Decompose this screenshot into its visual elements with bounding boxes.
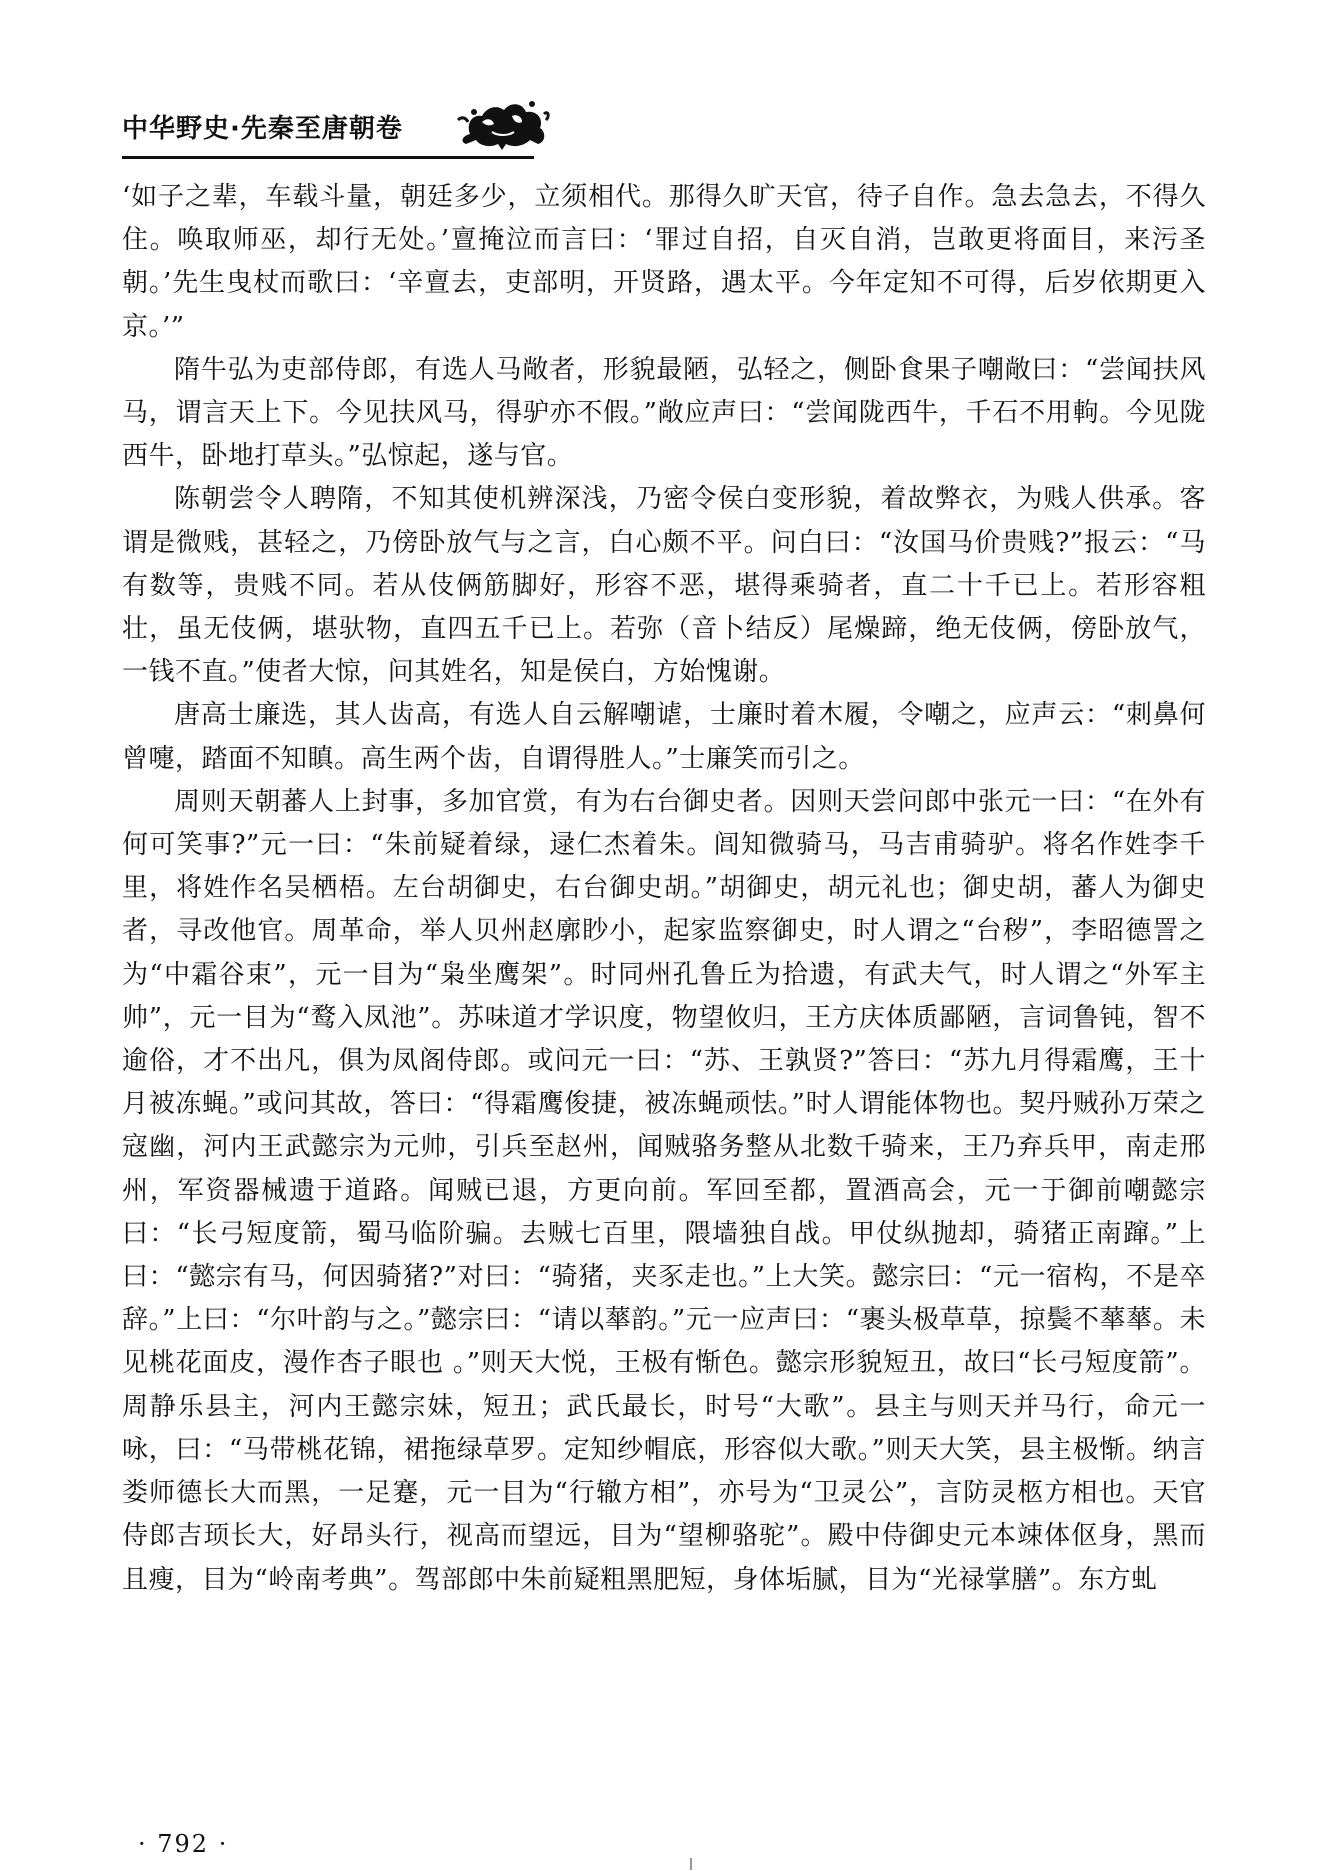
paragraph-niu-hong: 隋牛弘为吏部侍郎，有选人马敞者，形貌最陋，弘轻之，侧卧食果子嘲敞曰：“尝闻扶风马，谓言天上下。今见扶风马，得驴亦不假。”敞应声曰：“尝闻陇西牛，千石不用軥。今见陇西牛，卧地打草头。”弘惊起，遂与官。 — [122, 354, 1206, 472]
dragon-emblem-icon — [452, 94, 552, 152]
running-header — [122, 94, 552, 156]
paragraph-zhang-yuanyi: 周则天朝蕃人上封事，多加官赏，有为右台御史者。因则天尝问郎中张元一曰：“在外有何可笑事?”元一曰：“朱前疑着绿，逯仁杰着朱。闾知微骑马，马吉甫骑驴。将名作姓李千里，将姓作名吴栖梧。左台胡御史，右台御史胡。”胡御史，胡元礼也；御史胡，蕃人为御史者，寻改他官。周革命，举人贝州赵廓眇小，起家监察御史，时人谓之“台秽”，李昭德詈之为“中霜谷束”，元一目为“枭坐鹰架”。时同州孔鲁丘为拾遗，有武夫气，时人谓之“外军主帅”，元一目为“鹜入凤池”。苏味道才学识度，物望攸归，王方庆体质鄙陋，言词鲁钝，智不逾俗，才不出凡，俱为凤阁侍郎。或问元一曰：“苏、王孰贤?”答曰：“苏九月得霜鹰，王十月被冻蝇。”或问其故，答曰：“得霜鹰俊捷，被冻蝇顽怯。”时人谓能体物也。契丹贼孙万荣之寇幽，河内王武懿宗为元帅，引兵至赵州，闻贼骆务整从北数千骑来，王乃弃兵甲，南走邢州，军资器械遗于道路。闻贼已退，方更向前。军回至都，置酒高会，元一于御前嘲懿宗曰：“长弓短度箭，蜀马临阶骗。去贼七百里，隈墙独自战。甲仗纵抛却，骑猪正南蹿。”上曰：“懿宗有马，何因骑猪?”对曰：“骑猪，夹豕走也。”上大笑。懿宗曰：“元一宿构，不是卒辞。”上曰：“尔叶韵与之。”懿宗曰：“请以蕐韵。”元一应声曰：“裹头极草草，掠鬓不蕐蕐。未见桃花面皮，漫作杏子眼也 。”则天大悦，王极有惭色。懿宗形貌短丑，故曰“长弓短度箭”。周静乐县主，河内王懿宗妹，短丑；武氏最长，时号“大歌”。县主与则天并马行，命元一咏，曰：“马带桃花锦，裙拖绿草罗。定知纱帽底，形容似大歌。”则天大笑，县主极惭。纳言娄师德长大而黑，一足蹇，元一目为“行辙方相”，亦号为“卫灵公”，言防灵柩方相也。天官侍郎吉顼长大，好昂头行，视高而望远，目为“望柳骆驼”。殿中侍御史元本竦体伛身，黑而且瘦，目为“岭南考典”。驾部郎中朱前疑粗黑肥短，身体垢腻，目为“光禄掌膳”。东方虬 — [122, 786, 1206, 1595]
page-body — [122, 176, 1206, 1602]
scan-fold-mark — [690, 1858, 692, 1870]
paragraph-continued: ‘如子之辈，车载斗量，朝廷多少，立须相代。那得久旷天官，待子自作。急去急去，不得久住。唤取师巫，却行无处。’亶掩泣而言曰：‘罪过自招，自灭自消，岂敢更将面目，来污圣朝。’先生曳杖而歌曰：‘辛亶去，吏部明，开贤路，遇太平。今年定知不可得，后岁依期更入京。’” — [122, 182, 1206, 342]
paragraph-hou-bai: 陈朝尝令人聘隋，不知其使机辨深浅，乃密令侯白变形貌，着故弊衣，为贱人供承。客谓是微贱，甚轻之，乃傍卧放气与之言，白心颇不平。问白曰：“汝国马价贵贱?”报云：“马有数等，贵贱不同。若从伎俩筋脚好，形容不恶，堪得乘骑者，直二十千已上。若形容粗壮，虽无伎俩，堪驮物，直四五千已上。若弥（音卜结反）尾燥蹄，绝无伎俩，傍卧放气，一钱不直。”使者大惊，问其姓名，知是侯白，方始愧谢。 — [122, 484, 1206, 688]
paragraph-gao-shilian: 唐高士廉选，其人齿高，有选人自云解嘲谑，士廉时着木履，令嘲之，应声云：“刺鼻何曾嚏，踏面不知瞋。高生两个齿，自谓得胜人。”士廉笑而引之。 — [122, 700, 1206, 774]
header-rule — [122, 156, 534, 159]
page-number: · 792 · — [138, 1830, 229, 1858]
book-title: 中华野史·先秦至唐朝卷 — [122, 114, 403, 144]
